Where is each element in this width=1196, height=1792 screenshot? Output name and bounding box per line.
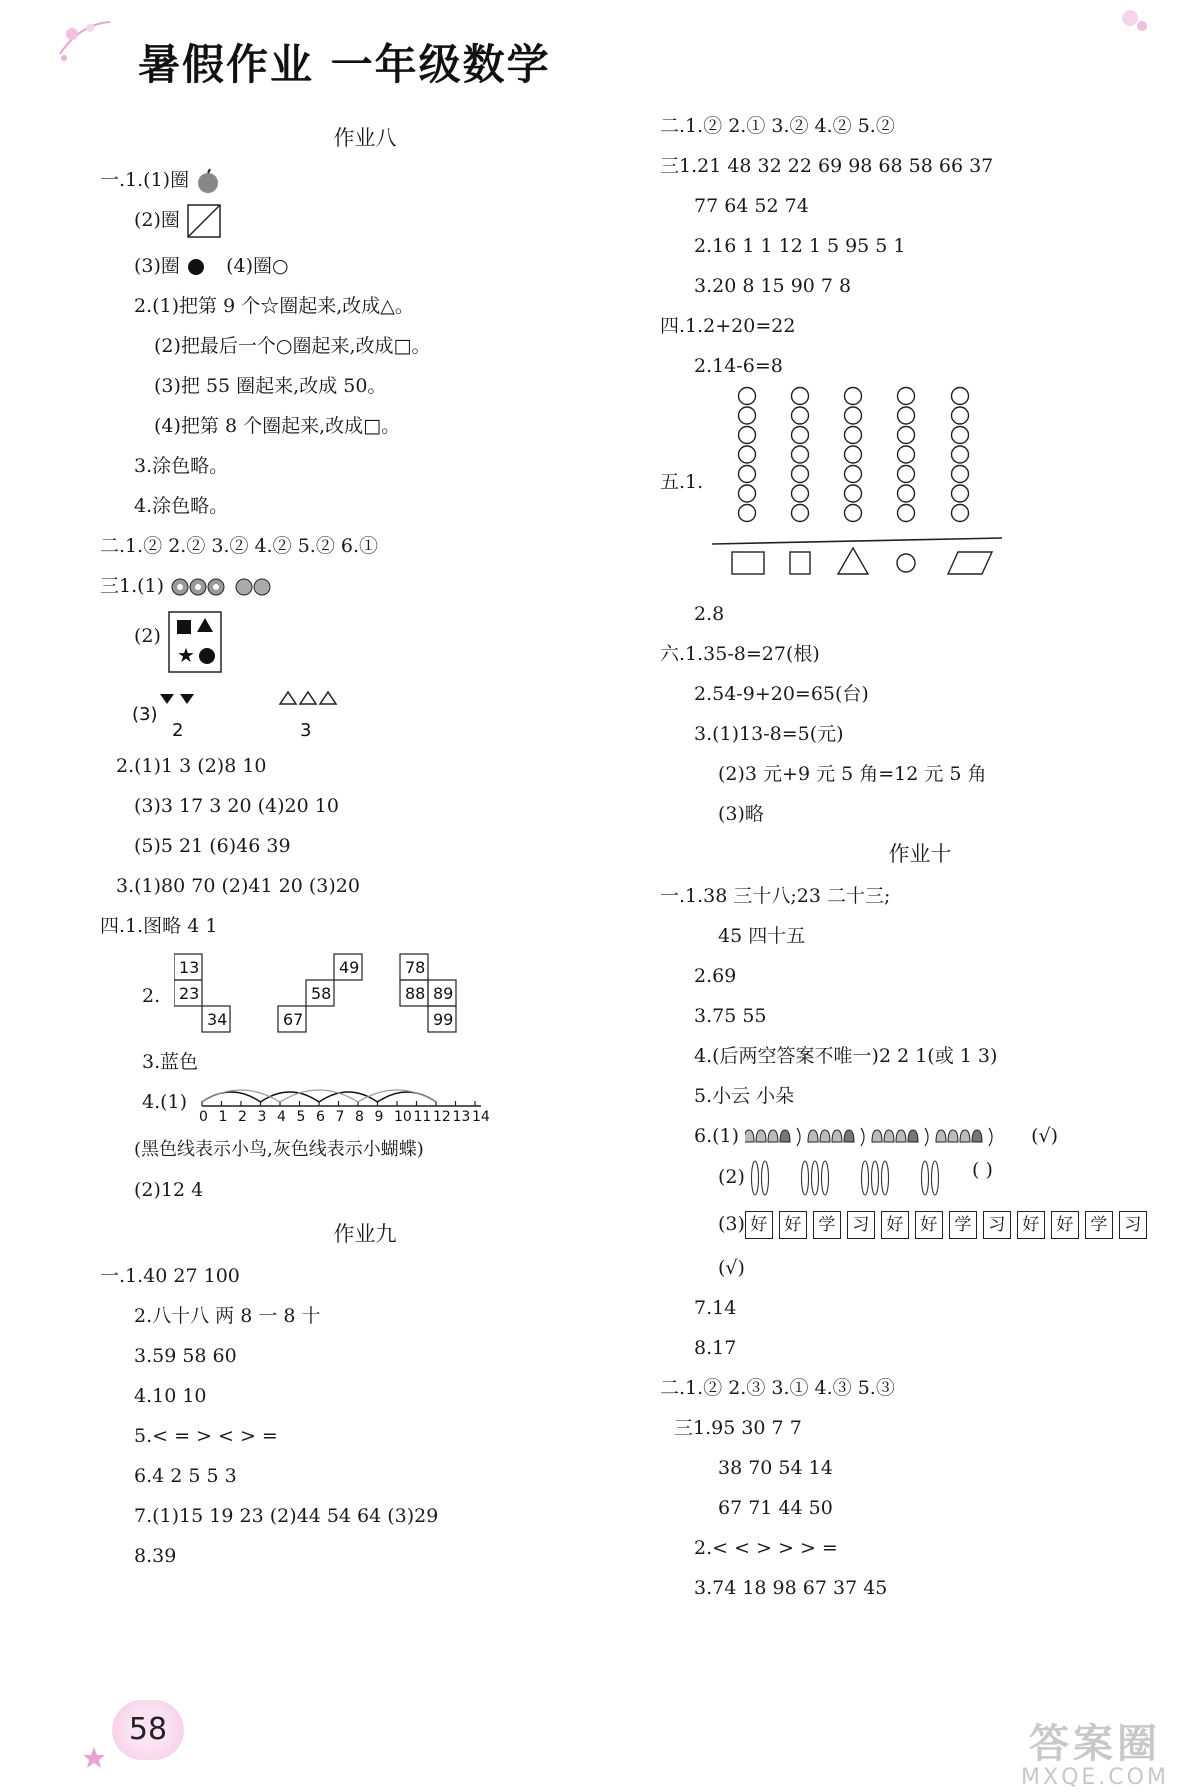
answer-line: 3.(1)13-8=5(元) (694, 723, 844, 745)
bead (952, 407, 969, 424)
bead (952, 446, 969, 463)
bead-columns (712, 386, 1032, 586)
answer-text: (3) (718, 1213, 745, 1235)
answer-line: (4)把第 8 个圈起来,改成□。 (154, 415, 401, 437)
bell-icon (884, 1130, 894, 1142)
pin-groups-figure (751, 1156, 971, 1200)
filled-circle-icon (186, 257, 208, 277)
bead (845, 505, 862, 522)
answer-text: 一.1.(1)圈 (100, 169, 190, 191)
triangle-shape (838, 548, 868, 574)
axis-tick-label: 5 (296, 1109, 306, 1122)
bead (739, 446, 756, 463)
bead (792, 485, 809, 502)
grid-num: 99 (433, 1010, 454, 1029)
group-bracket (861, 1128, 864, 1146)
answer-line: 4.10 10 (134, 1385, 207, 1407)
char-box: 学 (813, 1211, 841, 1239)
bead (739, 407, 756, 424)
grid-num: 49 (339, 958, 360, 977)
char-box: 学 (949, 1211, 977, 1239)
axis-tick-label: 12 (433, 1109, 451, 1122)
bell-icon (844, 1130, 854, 1142)
count-label: 2 (172, 720, 184, 741)
answer-line: 2.(1)1 3 (2)8 10 (116, 755, 267, 777)
bead (898, 505, 915, 522)
char-box: 好 (881, 1211, 909, 1239)
axis-tick-label: 3 (257, 1109, 267, 1122)
bead (898, 427, 915, 444)
char-box: 习 (983, 1211, 1011, 1239)
answer-line: 3.74 18 98 67 37 45 (694, 1577, 888, 1599)
answer-line: (√) (718, 1257, 745, 1279)
answer-text: 4.(1) (142, 1091, 188, 1113)
bead (898, 407, 915, 424)
axis-tick-label: 2 (238, 1109, 247, 1122)
answer-line (100, 606, 630, 682)
pin-icon (761, 1161, 768, 1195)
answer-line: 2.54-9+20=65(台) (694, 683, 869, 705)
answer-line: 3.59 58 60 (134, 1345, 237, 1367)
answer-line: 2.69 (694, 965, 737, 987)
bell-icon (832, 1130, 842, 1142)
bell-icon (820, 1130, 830, 1142)
answer-line: 3.20 8 15 90 7 8 (694, 275, 852, 297)
axis-tick-label: 0 (199, 1109, 208, 1122)
bell-icon (896, 1130, 906, 1142)
apple-icon (195, 168, 221, 194)
answer-line: 4.涂色略。 (134, 495, 229, 517)
bead (792, 505, 809, 522)
answer-line (100, 160, 630, 200)
jump-arc-grey (202, 1090, 280, 1102)
slashed-square-icon (186, 203, 222, 239)
answer-line: 4.(后两空答案不唯一)2 2 1(或 1 3) (694, 1045, 998, 1067)
watermark (1000, 1712, 1190, 1788)
group-bracket (797, 1128, 800, 1146)
pin-icon (811, 1161, 818, 1195)
pin-icon (871, 1161, 878, 1195)
answer-line: 四.1.图略 4 1 (100, 915, 218, 937)
star-decoration (82, 1746, 106, 1770)
right-column (660, 106, 1180, 1608)
bell-icon (908, 1130, 918, 1142)
bead (952, 388, 969, 405)
bell-groups-figure (745, 1124, 1025, 1150)
bell-icon (808, 1130, 818, 1142)
pin-icon (751, 1161, 758, 1195)
group-bracket (925, 1128, 928, 1146)
bead (898, 466, 915, 483)
answer-line: 5.小云 小朵 (694, 1085, 795, 1107)
answer-line: 3.(1)80 70 (2)41 20 (3)20 (116, 875, 360, 897)
answer-line: (5)5 21 (6)46 39 (134, 835, 291, 857)
axis-tick-label: 8 (355, 1109, 364, 1122)
answer-text: 2. (142, 985, 161, 1007)
answer-line: 二.1.② 2.③ 3.① 4.③ 5.③ (660, 1377, 895, 1399)
char-box: 习 (847, 1211, 875, 1239)
character-boxes (745, 1213, 1153, 1235)
answer-line: 2.八十八 两 8 一 8 十 (134, 1305, 321, 1327)
answer-line: 三1.21 48 32 22 69 98 68 58 66 37 (660, 155, 994, 177)
char-box: 习 (1119, 1211, 1147, 1239)
answer-line: 2.(1)把第 9 个☆圈起来,改成△。 (134, 295, 414, 317)
answer-line: 7.(1)15 19 23 (2)44 54 64 (3)29 (134, 1505, 439, 1527)
shapes-box-icon (167, 610, 223, 674)
check-mark: (√) (1031, 1125, 1059, 1147)
answer-line: 2.8 (694, 603, 725, 625)
bead (845, 466, 862, 483)
answer-line: 8.39 (134, 1545, 177, 1567)
answer-line (660, 1156, 1180, 1204)
answer-line: (2)3 元+9 元 5 角=12 元 5 角 (718, 763, 987, 785)
axis-tick-label: 11 (413, 1109, 432, 1122)
answer-text: (2) (134, 625, 161, 647)
char-box: 好 (1017, 1211, 1045, 1239)
char-box: 好 (779, 1211, 807, 1239)
answer-text: (2)圈 (134, 209, 180, 231)
bead (792, 388, 809, 405)
bell-icon (936, 1130, 946, 1142)
answer-line: (3)把 55 圈起来,改成 50。 (154, 375, 387, 397)
answer-line (660, 1204, 1180, 1248)
bead-figure (660, 386, 1180, 594)
bead (898, 388, 915, 405)
answer-text: (2) (718, 1166, 745, 1188)
flower-decoration (50, 14, 120, 70)
answer-text: (4)圈○ (226, 255, 289, 277)
answer-line: 3.75 55 (694, 1005, 767, 1027)
pin-icon (881, 1161, 888, 1195)
page-title: 暑假作业 一年级数学 (138, 40, 551, 89)
bead (845, 446, 862, 463)
bell-icon (960, 1130, 970, 1142)
answer-line: 2.< < > > > = (694, 1537, 838, 1559)
answer-line: 二.1.② 2.② 3.② 4.② 5.② 6.① (100, 535, 379, 557)
axis-tick-label: 14 (472, 1109, 490, 1122)
answer-line (100, 682, 630, 746)
bell-icon (948, 1130, 958, 1142)
bead (792, 446, 809, 463)
char-box: 学 (1085, 1211, 1113, 1239)
pin-icon (931, 1161, 938, 1195)
bead (898, 446, 915, 463)
target-circles-icon (170, 576, 280, 598)
answer-line: 二.1.② 2.① 3.② 4.② 5.② (660, 115, 895, 137)
axis-tick-label: 7 (335, 1109, 345, 1122)
bell-icon (872, 1130, 882, 1142)
grid-num: 13 (179, 958, 200, 977)
flower-decoration-right (1100, 4, 1160, 44)
grid-num: 23 (179, 984, 200, 1003)
char-box: 好 (745, 1211, 773, 1239)
bead (845, 427, 862, 444)
axis-tick-label: 4 (277, 1109, 286, 1122)
check-mark: ( ) (972, 1159, 993, 1181)
answer-line: (黑色线表示小鸟,灰色线表示小蝴蝶) (134, 1139, 424, 1160)
bead (952, 505, 969, 522)
grid-num: 58 (311, 984, 332, 1003)
answer-line: 3.涂色略。 (134, 455, 229, 477)
answer-line: 8.17 (694, 1337, 737, 1359)
axis-tick-label: 6 (316, 1109, 325, 1122)
bead (845, 407, 862, 424)
answer-line: (3)3 17 3 20 (4)20 10 (134, 795, 339, 817)
answer-line: 6.4 2 5 5 3 (134, 1465, 237, 1487)
triangles-figure (130, 682, 430, 742)
jump-arc-grey (358, 1090, 436, 1102)
answer-line: 一.1.38 三十八;23 二十三; (660, 885, 891, 907)
number-line (198, 1076, 498, 1122)
number-line-figure (100, 1082, 630, 1130)
svg-text:★: ★ (176, 643, 195, 667)
axis-tick-label: 10 (394, 1109, 412, 1122)
bell-icon (972, 1130, 982, 1142)
answer-line: 67 71 44 50 (718, 1497, 833, 1519)
answer-text: (3) (132, 704, 158, 725)
answer-line: 77 64 52 74 (694, 195, 809, 217)
bead (845, 485, 862, 502)
bead (739, 505, 756, 522)
pin-icon (861, 1161, 868, 1195)
bead (898, 485, 915, 502)
answer-text: 6.(1) (694, 1125, 740, 1147)
answer-line: 5.< = > < > = (134, 1425, 278, 1447)
section-title-hw10: 作业十 (888, 842, 952, 866)
bead (739, 388, 756, 405)
bead (739, 485, 756, 502)
bead (739, 427, 756, 444)
grid-num: 67 (283, 1010, 304, 1029)
answer-line: 一.1.40 27 100 (100, 1265, 240, 1287)
left-column (100, 118, 630, 1576)
answer-text: 三1.(1) (100, 575, 165, 597)
watermark-url: MXQE.COM (1021, 1765, 1169, 1790)
number-grid-boxes (174, 946, 474, 1042)
char-box: 好 (915, 1211, 943, 1239)
watermark-text: 答案圈 (1029, 1721, 1161, 1767)
axis-tick-label: 9 (374, 1109, 384, 1122)
pin-icon (821, 1161, 828, 1195)
circle-shape (897, 554, 915, 572)
parallelogram-shape (948, 552, 992, 574)
axis-tick-label: 13 (452, 1109, 471, 1122)
answer-line: 三1.95 30 7 7 (674, 1417, 802, 1439)
grid-num: 88 (405, 984, 426, 1003)
answer-line: (2)把最后一个○圈起来,改成□。 (154, 335, 431, 357)
answer-line: 38 70 54 14 (718, 1457, 833, 1479)
bead (845, 388, 862, 405)
bell-icon (745, 1130, 754, 1142)
section-title-hw9: 作业九 (333, 1222, 397, 1246)
bead (792, 466, 809, 483)
answer-text: 五.1. (660, 471, 704, 493)
pin-icon (921, 1161, 928, 1195)
answer-line: (2)12 4 (134, 1179, 204, 1201)
section-title-hw8: 作业八 (333, 126, 397, 150)
bead (792, 407, 809, 424)
pin-icon (801, 1161, 808, 1195)
answer-line: 六.1.35-8=27(根) (660, 643, 820, 665)
answer-line: 45 四十五 (718, 925, 806, 947)
group-bracket (989, 1128, 992, 1146)
answer-line: (3)略 (718, 803, 764, 825)
bead (952, 466, 969, 483)
count-label: 3 (300, 720, 312, 741)
bell-icon (768, 1130, 778, 1142)
axis-tick-label: 1 (218, 1109, 228, 1122)
answer-line: 四.1.2+20=22 (660, 315, 796, 337)
number-grid-figure (100, 946, 630, 1042)
bead (739, 466, 756, 483)
answer-line: 3.蓝色 (142, 1051, 199, 1073)
grid-num: 34 (207, 1010, 228, 1029)
bead (792, 427, 809, 444)
answer-line (100, 566, 630, 606)
page-number: 58 (112, 1700, 184, 1760)
grid-num: 78 (405, 958, 426, 977)
base-line (712, 538, 1002, 544)
bead (952, 427, 969, 444)
bead (952, 485, 969, 502)
answer-line: 2.16 1 1 12 1 5 95 5 1 (694, 235, 906, 257)
answer-line: 7.14 (694, 1297, 737, 1319)
bell-icon (780, 1130, 790, 1142)
answer-line: 2.14-6=8 (694, 355, 783, 377)
answer-line (100, 246, 630, 286)
answer-line (100, 200, 630, 246)
answer-text: (3)圈 (134, 255, 180, 277)
square-shape (790, 552, 810, 574)
rectangle-shape (732, 552, 764, 574)
bell-icon (756, 1130, 766, 1142)
answer-line (660, 1116, 1180, 1156)
char-box: 好 (1051, 1211, 1079, 1239)
grid-num: 89 (433, 984, 454, 1003)
